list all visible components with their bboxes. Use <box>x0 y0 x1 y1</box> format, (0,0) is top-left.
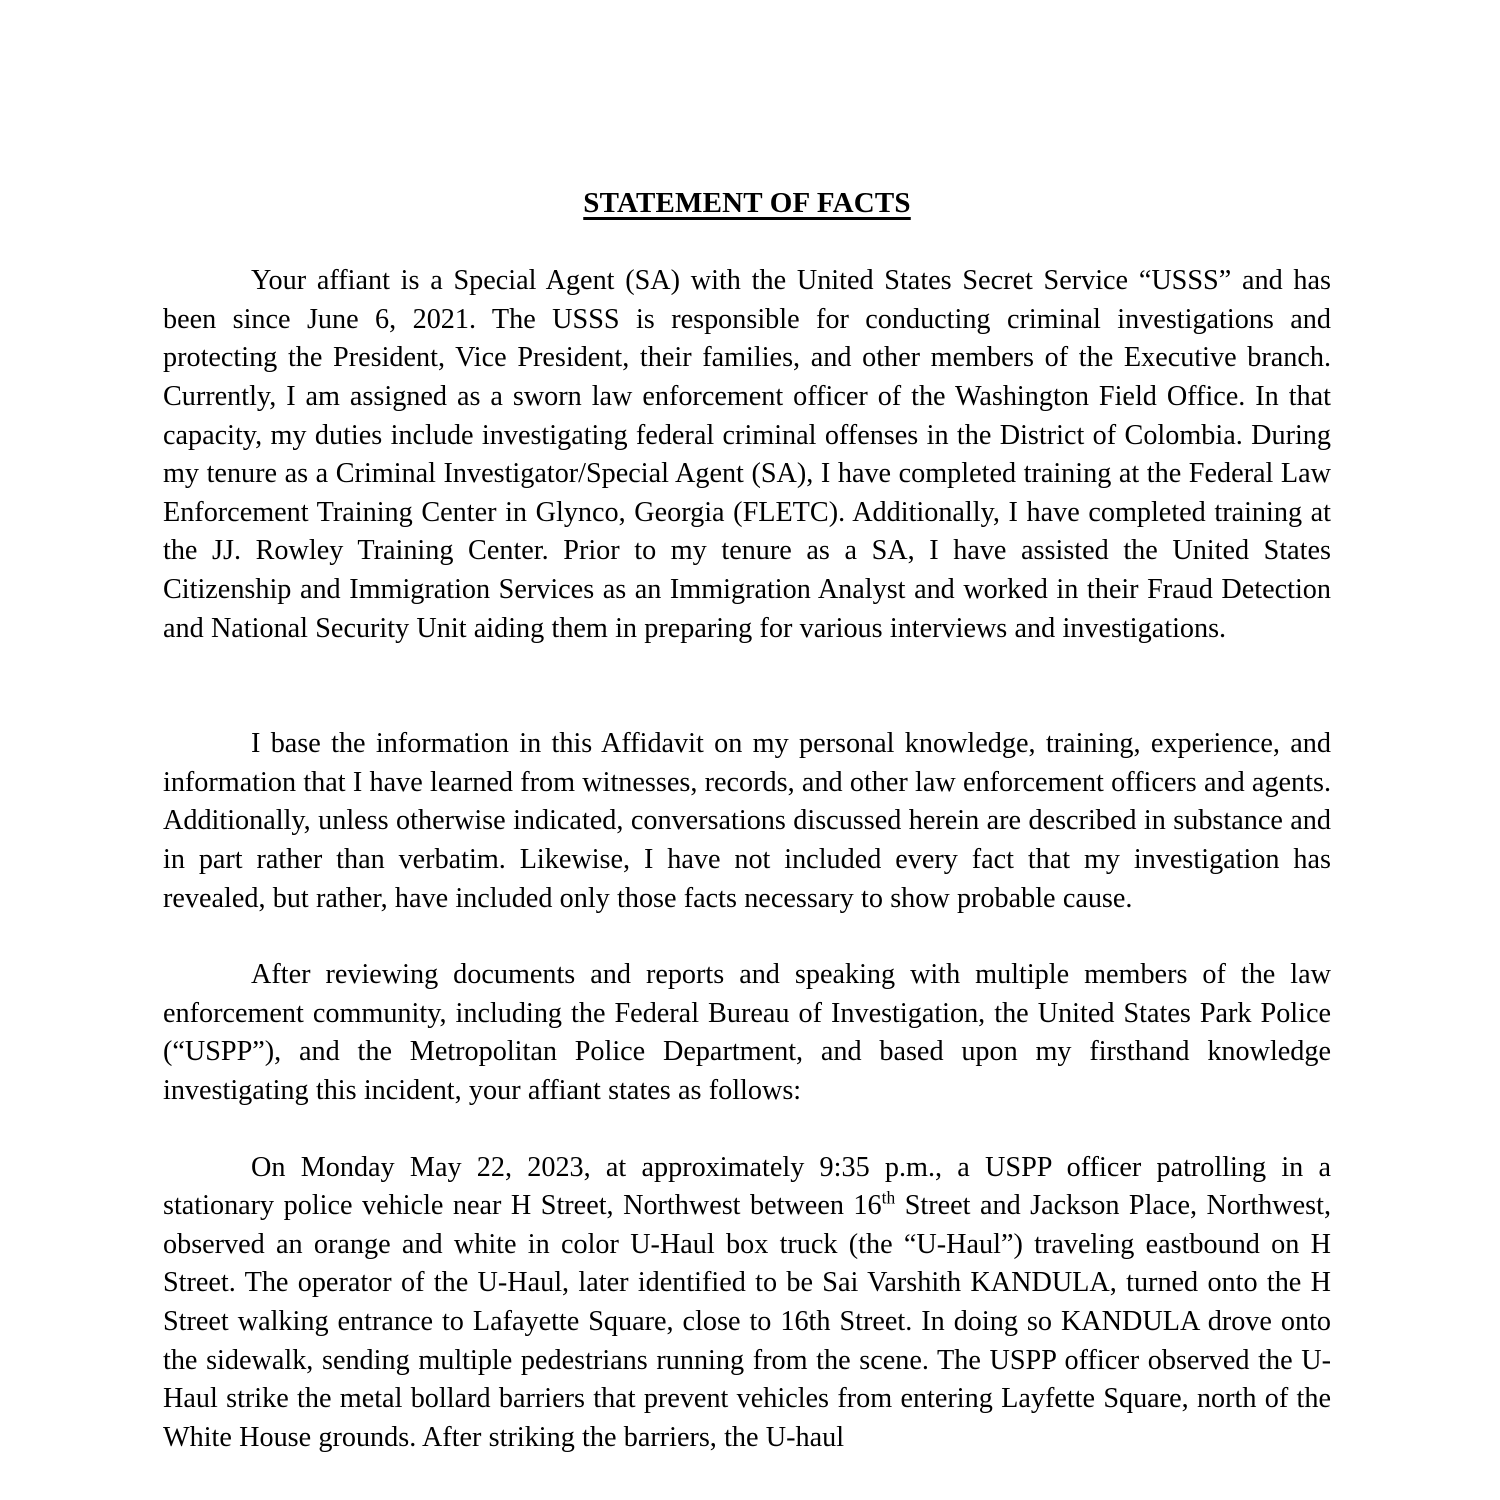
spacer-paragraph3-paragraph4 <box>163 1111 1331 1149</box>
narrative-text-before-ordinal: On Monday May 22, 2023, at approximately 9:35 p.m., a USPP officer patrolling in a stationary police vehicle near H Street, Northwest between 16 <box>163 1151 1331 1222</box>
page-title <box>163 0 1331 221</box>
ordinal-suffix-superscript: th <box>881 1187 896 1208</box>
paragraph-incident-narrative <box>163 1149 1331 1458</box>
page-title-text: STATEMENT OF FACTS <box>583 187 911 219</box>
paragraph-affiant-background: Your affiant is a Special Agent (SA) with the United States Secret Service “USSS” and has been since June 6, 2021. The USSS is responsible for conducting criminal investigations and protecting the President, Vice President, their families, and other members of the Executive branch. Currently, I am assigned as a sworn law enforcement officer of the Washington Field Office. In that capacity, my duties include investigating federal criminal offenses in the District of Colombia. During my tenure as a Criminal Investigator/Special Agent (SA), I have completed training at the Federal Law Enforcement Training Center in Glynco, Georgia (FLETC). Additionally, I have completed training at the JJ. Rowley Training Center. Prior to my tenure as a SA, I have assisted the United States Citizenship and Immigration Services as an Immigration Analyst and worked in their Fraud Detection and National Security Unit aiding them in preparing for various interviews and investigations. <box>163 265 1331 644</box>
narrative-text-after-ordinal: Street and Jackson Place, Northwest, observed an orange and white in color U-Haul box truck (the “U-Haul”) traveling eastbound on H Street. The operator of the U-Haul, later identified to be Sai Varshith KANDULA, turned onto the H Street walking entrance to Lafayette Square, close to 16th Street. In doing so KANDULA drove onto the sidewalk, sending multiple pedestrians running from the scene. The USPP officer observed the U-Haul strike the metal bollard barriers that prevent vehicles from entering Layfette Square, north of the White House grounds. After striking the barriers, the U-haul <box>163 1190 1331 1453</box>
document-body <box>163 0 1331 1457</box>
paragraph-review-of-documents: After reviewing documents and reports and speaking with multiple members of the law enforcement community, including the Federal Bureau of Investigation, the United States Park Police (“USPP”), and the Metropolitan Police Department, and based upon my firsthand knowledge investigating this incident, your affiant states as follows: <box>163 959 1331 1106</box>
paragraph-basis-of-information: I base the information in this Affidavit on my personal knowledge, training, experience, and information that I have learned from witnesses, records, and other law enforcement officers and agents. Additionally, unless otherwise indicated, conversations discussed herein are described in substance and in part rather than verbatim. Likewise, I have not included every fact that my investigation has revealed, but rather, have included only those facts necessary to show probable cause. <box>163 728 1331 914</box>
spacer-paragraph1-paragraph2 <box>163 648 1331 725</box>
spacer-paragraph2-paragraph3 <box>163 918 1331 956</box>
spacer-title-paragraph1 <box>163 221 1331 262</box>
